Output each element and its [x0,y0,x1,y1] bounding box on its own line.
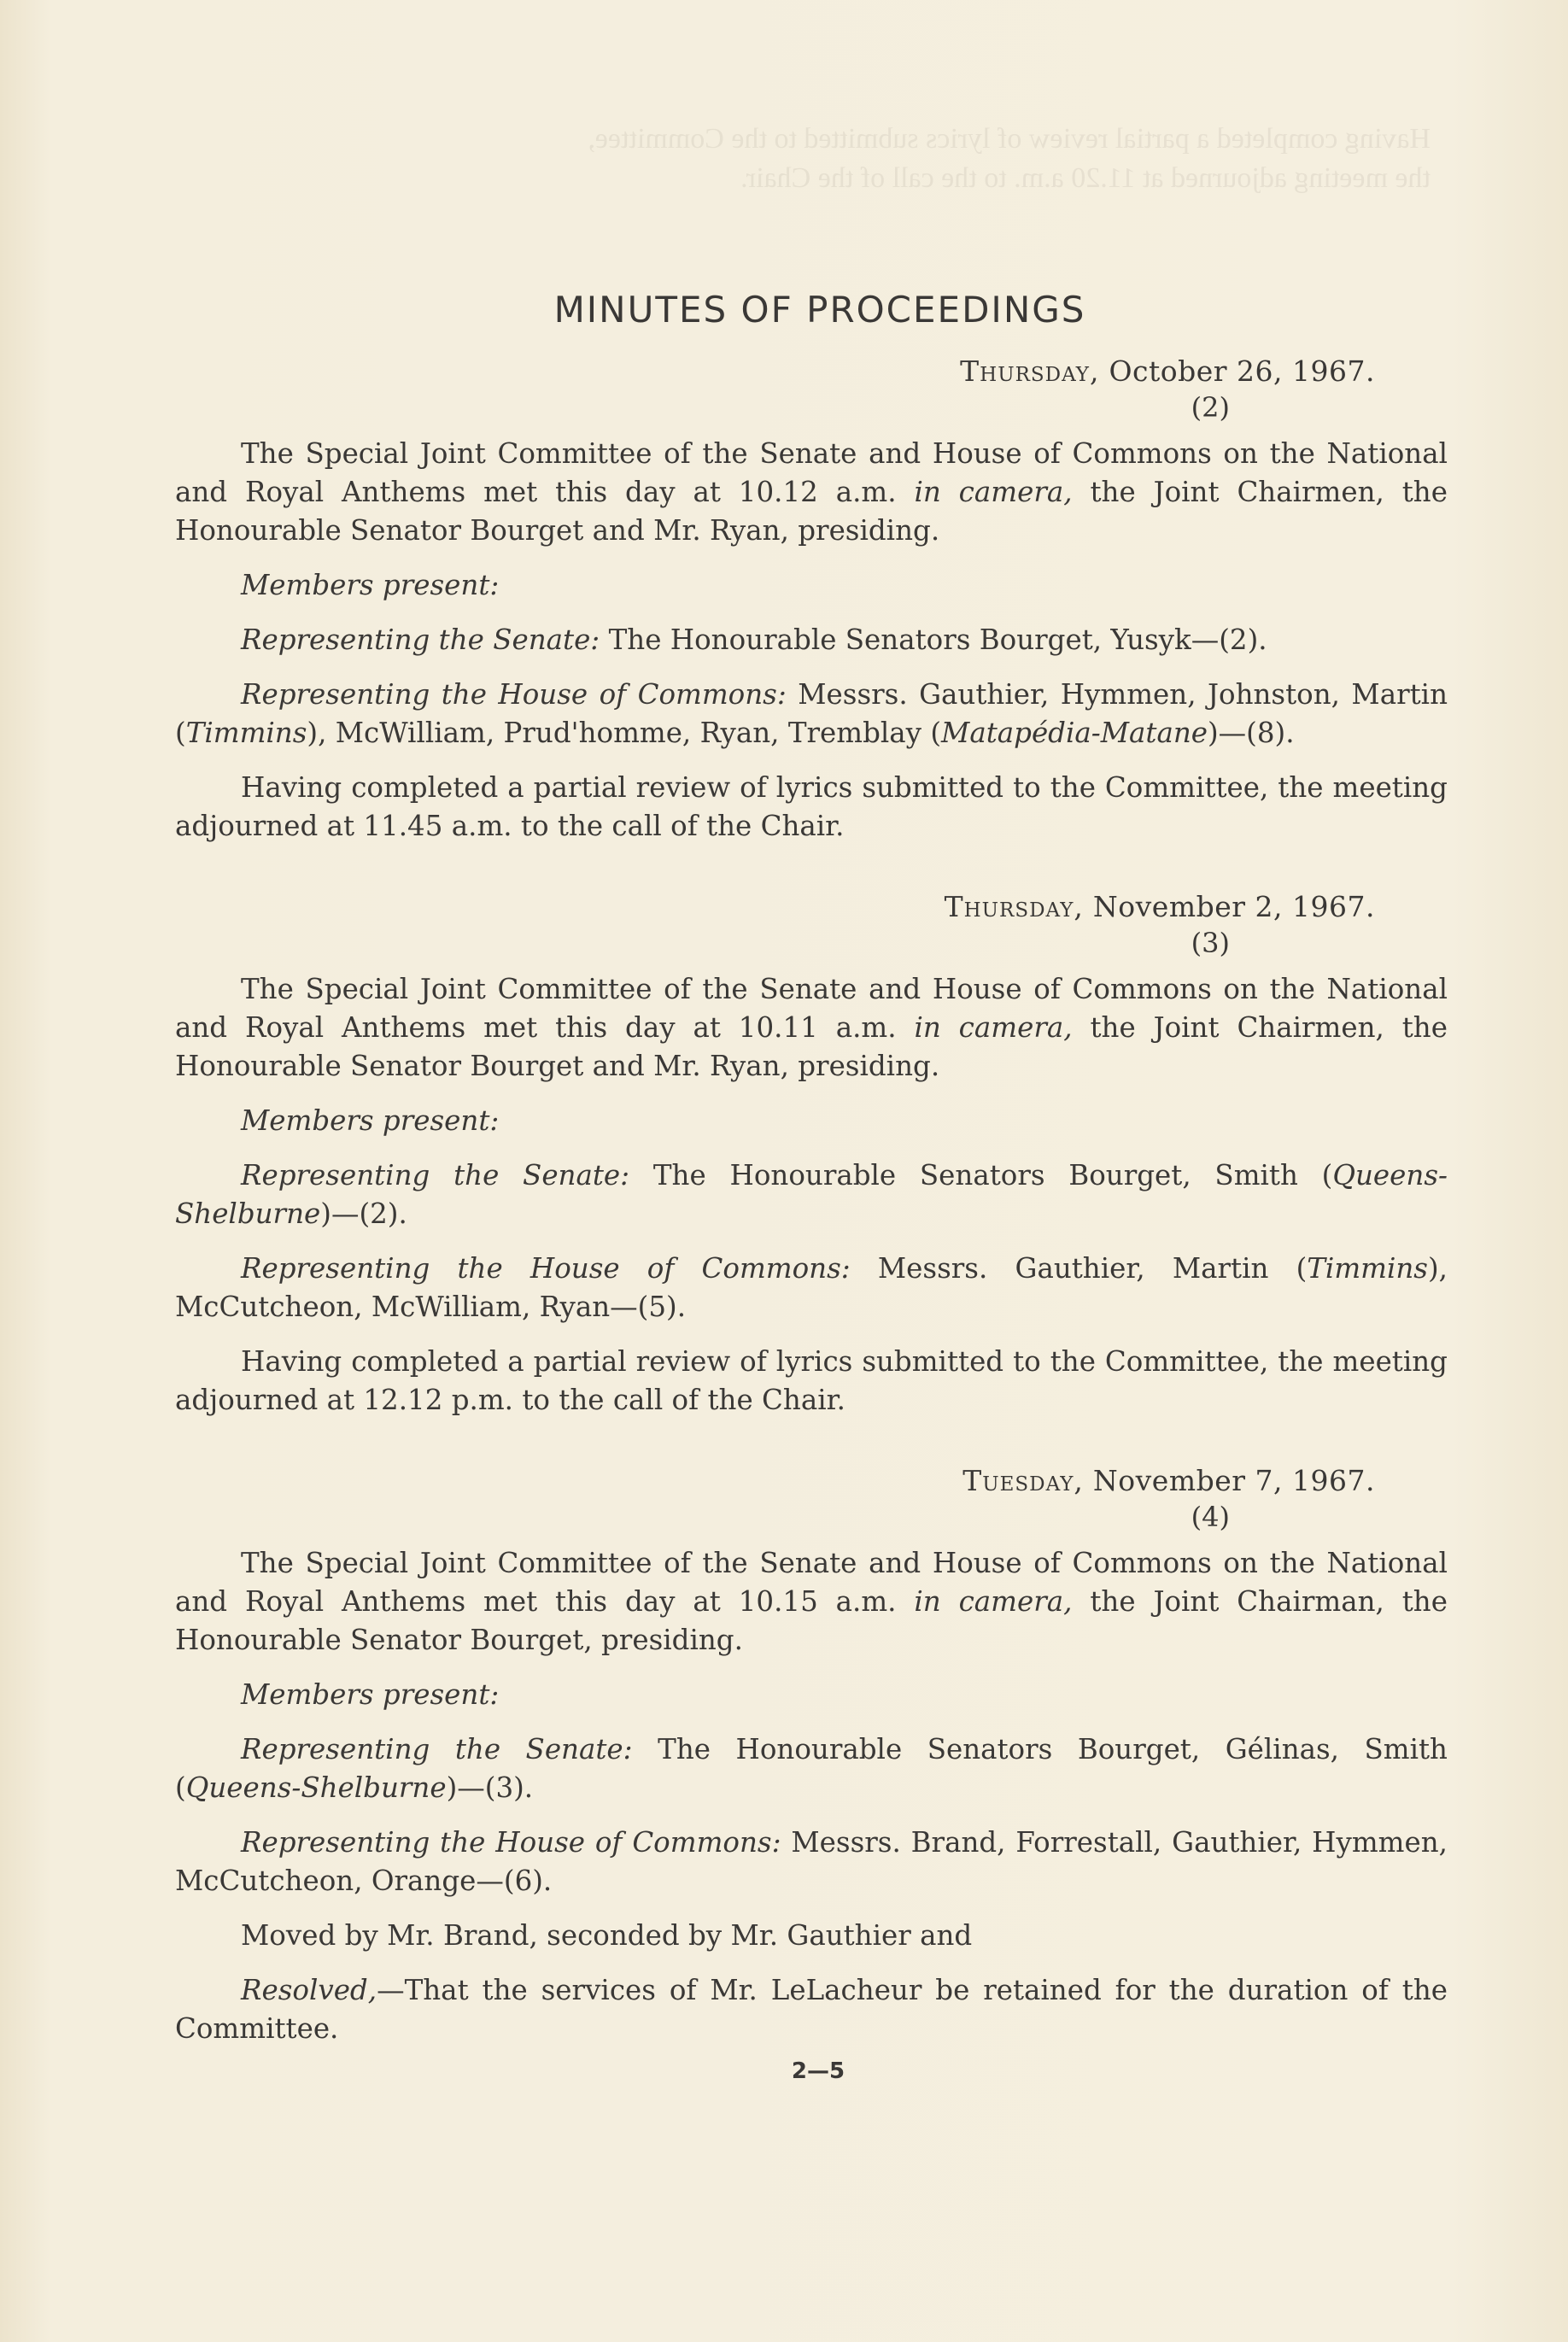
senate-text: The Honourable Senators Bourget, Smith ( [652,1159,1333,1191]
senate-label: Representing the Senate: [241,1159,630,1191]
commons-label: Representing the House of Commons: [241,1826,781,1859]
opening-text: The Special Joint Committee of the Senate and House of Commons on the National and Royal Anthems met this day at 10.11 a.m. [175,973,1448,1044]
resolved-text: —That the services of Mr. LeLacheur be retained for the duration of the Committee. [175,1974,1448,2045]
senate-members [175,1156,1448,1233]
senate-label: Representing the Senate: [241,624,600,656]
closing-paragraph: Having completed a partial review of lyrics submitted to the Committee, the meeting adjourned at 11.45 a.m. to the call of the Chair. [175,771,1448,842]
senate-members [175,621,1448,659]
bleed-line: Having completed a partial review of lyrics submitted to the Committee, [588,123,1431,155]
meeting-number: (2) [1191,391,1230,424]
members-present-label: Members present: [241,1104,500,1137]
meeting-date [175,890,1375,924]
opening-text-end: the Joint Chairman, the Honourable Senator Bourget, presiding. [175,1585,1448,1656]
senate-count: )—(3). [446,1771,534,1804]
senate-text: The Honourable Senators Bourget, Yusyk—(2). [608,624,1267,656]
riding-name: Timmins [185,717,307,749]
meeting-date-text: October 26, 1967. [1109,354,1375,388]
opening-paragraph [175,435,1448,550]
commons-text: Messrs. Brand, Forrestall, Gauthier, Hymmen, McCutcheon, Orange—(6). [175,1826,1448,1897]
opening-text: The Special Joint Committee of the Senate and House of Commons on the National and Royal Anthems met this day at 10.12 a.m. [175,437,1448,508]
page-title: MINUTES OF PROCEEDINGS [553,289,1086,331]
commons-members [175,1250,1448,1326]
meeting-day: Tuesday, [962,1464,1084,1497]
minutes-entry-2 [175,354,1448,846]
in-camera-text: in camera, [914,476,1073,508]
riding-name: Timmins [1307,1252,1428,1285]
commons-label: Representing the House of Commons: [241,678,787,711]
meeting-number: (4) [1191,1501,1230,1533]
senate-text: The Honourable Senators Bourget, Gélinas, Smith ( [175,1733,1448,1804]
motion-paragraph: Moved by Mr. Brand, seconded by Mr. Gauthier and [241,1919,973,1952]
meeting-date-text: November 2, 1967. [1092,890,1375,923]
commons-count: )—(8). [1208,717,1295,749]
resolution-paragraph [175,1971,1448,2048]
members-present-label: Members present: [241,569,500,601]
commons-text: Messrs. Gauthier, Martin ( [877,1252,1308,1285]
commons-text: Messrs. Gauthier, Hymmen, Johnston, Martin ( [175,678,1448,749]
opening-text-end: the Joint Chairmen, the Honourable Senator Bourget and Mr. Ryan, presiding. [175,1011,1448,1082]
members-present-label: Members present: [241,1678,500,1711]
opening-text-end: the Joint Chairmen, the Honourable Senator Bourget and Mr. Ryan, presiding. [175,476,1448,547]
entry-spacer [175,1420,1448,1464]
senate-count: )—(2). [320,1197,407,1230]
meeting-date-text: November 7, 1967. [1092,1464,1375,1497]
text-column [175,289,1448,2048]
senate-label: Representing the Senate: [241,1733,633,1765]
meeting-day: Thursday, [944,890,1084,923]
meeting-date [175,354,1375,389]
entry-spacer [175,846,1448,890]
meeting-day: Thursday, [960,354,1100,388]
opening-paragraph [175,970,1448,1086]
in-camera-text: in camera, [914,1011,1073,1044]
reverse-side-bleed-through [167,120,1431,198]
resolved-label: Resolved, [241,1974,377,2006]
meeting-date [175,1464,1375,1498]
in-camera-text: in camera, [914,1585,1073,1618]
minutes-entry-3 [175,890,1448,1420]
riding-name: Queens-Shelburne [175,1159,1448,1230]
bleed-line: the meeting adjourned at 11.20 a.m. to the call of the Chair. [740,162,1431,194]
commons-members [175,676,1448,752]
riding-name: Queens-Shelburne [185,1771,447,1804]
opening-paragraph [175,1544,1448,1660]
closing-paragraph: Having completed a partial review of lyrics submitted to the Committee, the meeting adjourned at 12.12 p.m. to the call of the Chair. [175,1345,1448,1416]
commons-text: ), McWilliam, Prud'homme, Ryan, Tremblay ( [307,717,942,749]
opening-text: The Special Joint Committee of the Senate and House of Commons on the National and Royal Anthems met this day at 10.15 a.m. [175,1547,1448,1618]
meeting-number: (3) [1191,927,1230,959]
commons-count: ), McCutcheon, McWilliam, Ryan—(5). [175,1252,1448,1323]
commons-label: Representing the House of Commons: [241,1252,851,1285]
riding-name: Matapédia-Matane [941,717,1208,749]
page-number: 2—5 [791,2058,845,2084]
commons-members [175,1824,1448,1900]
minutes-entry-4 [175,1464,1448,2048]
senate-members [175,1730,1448,1807]
